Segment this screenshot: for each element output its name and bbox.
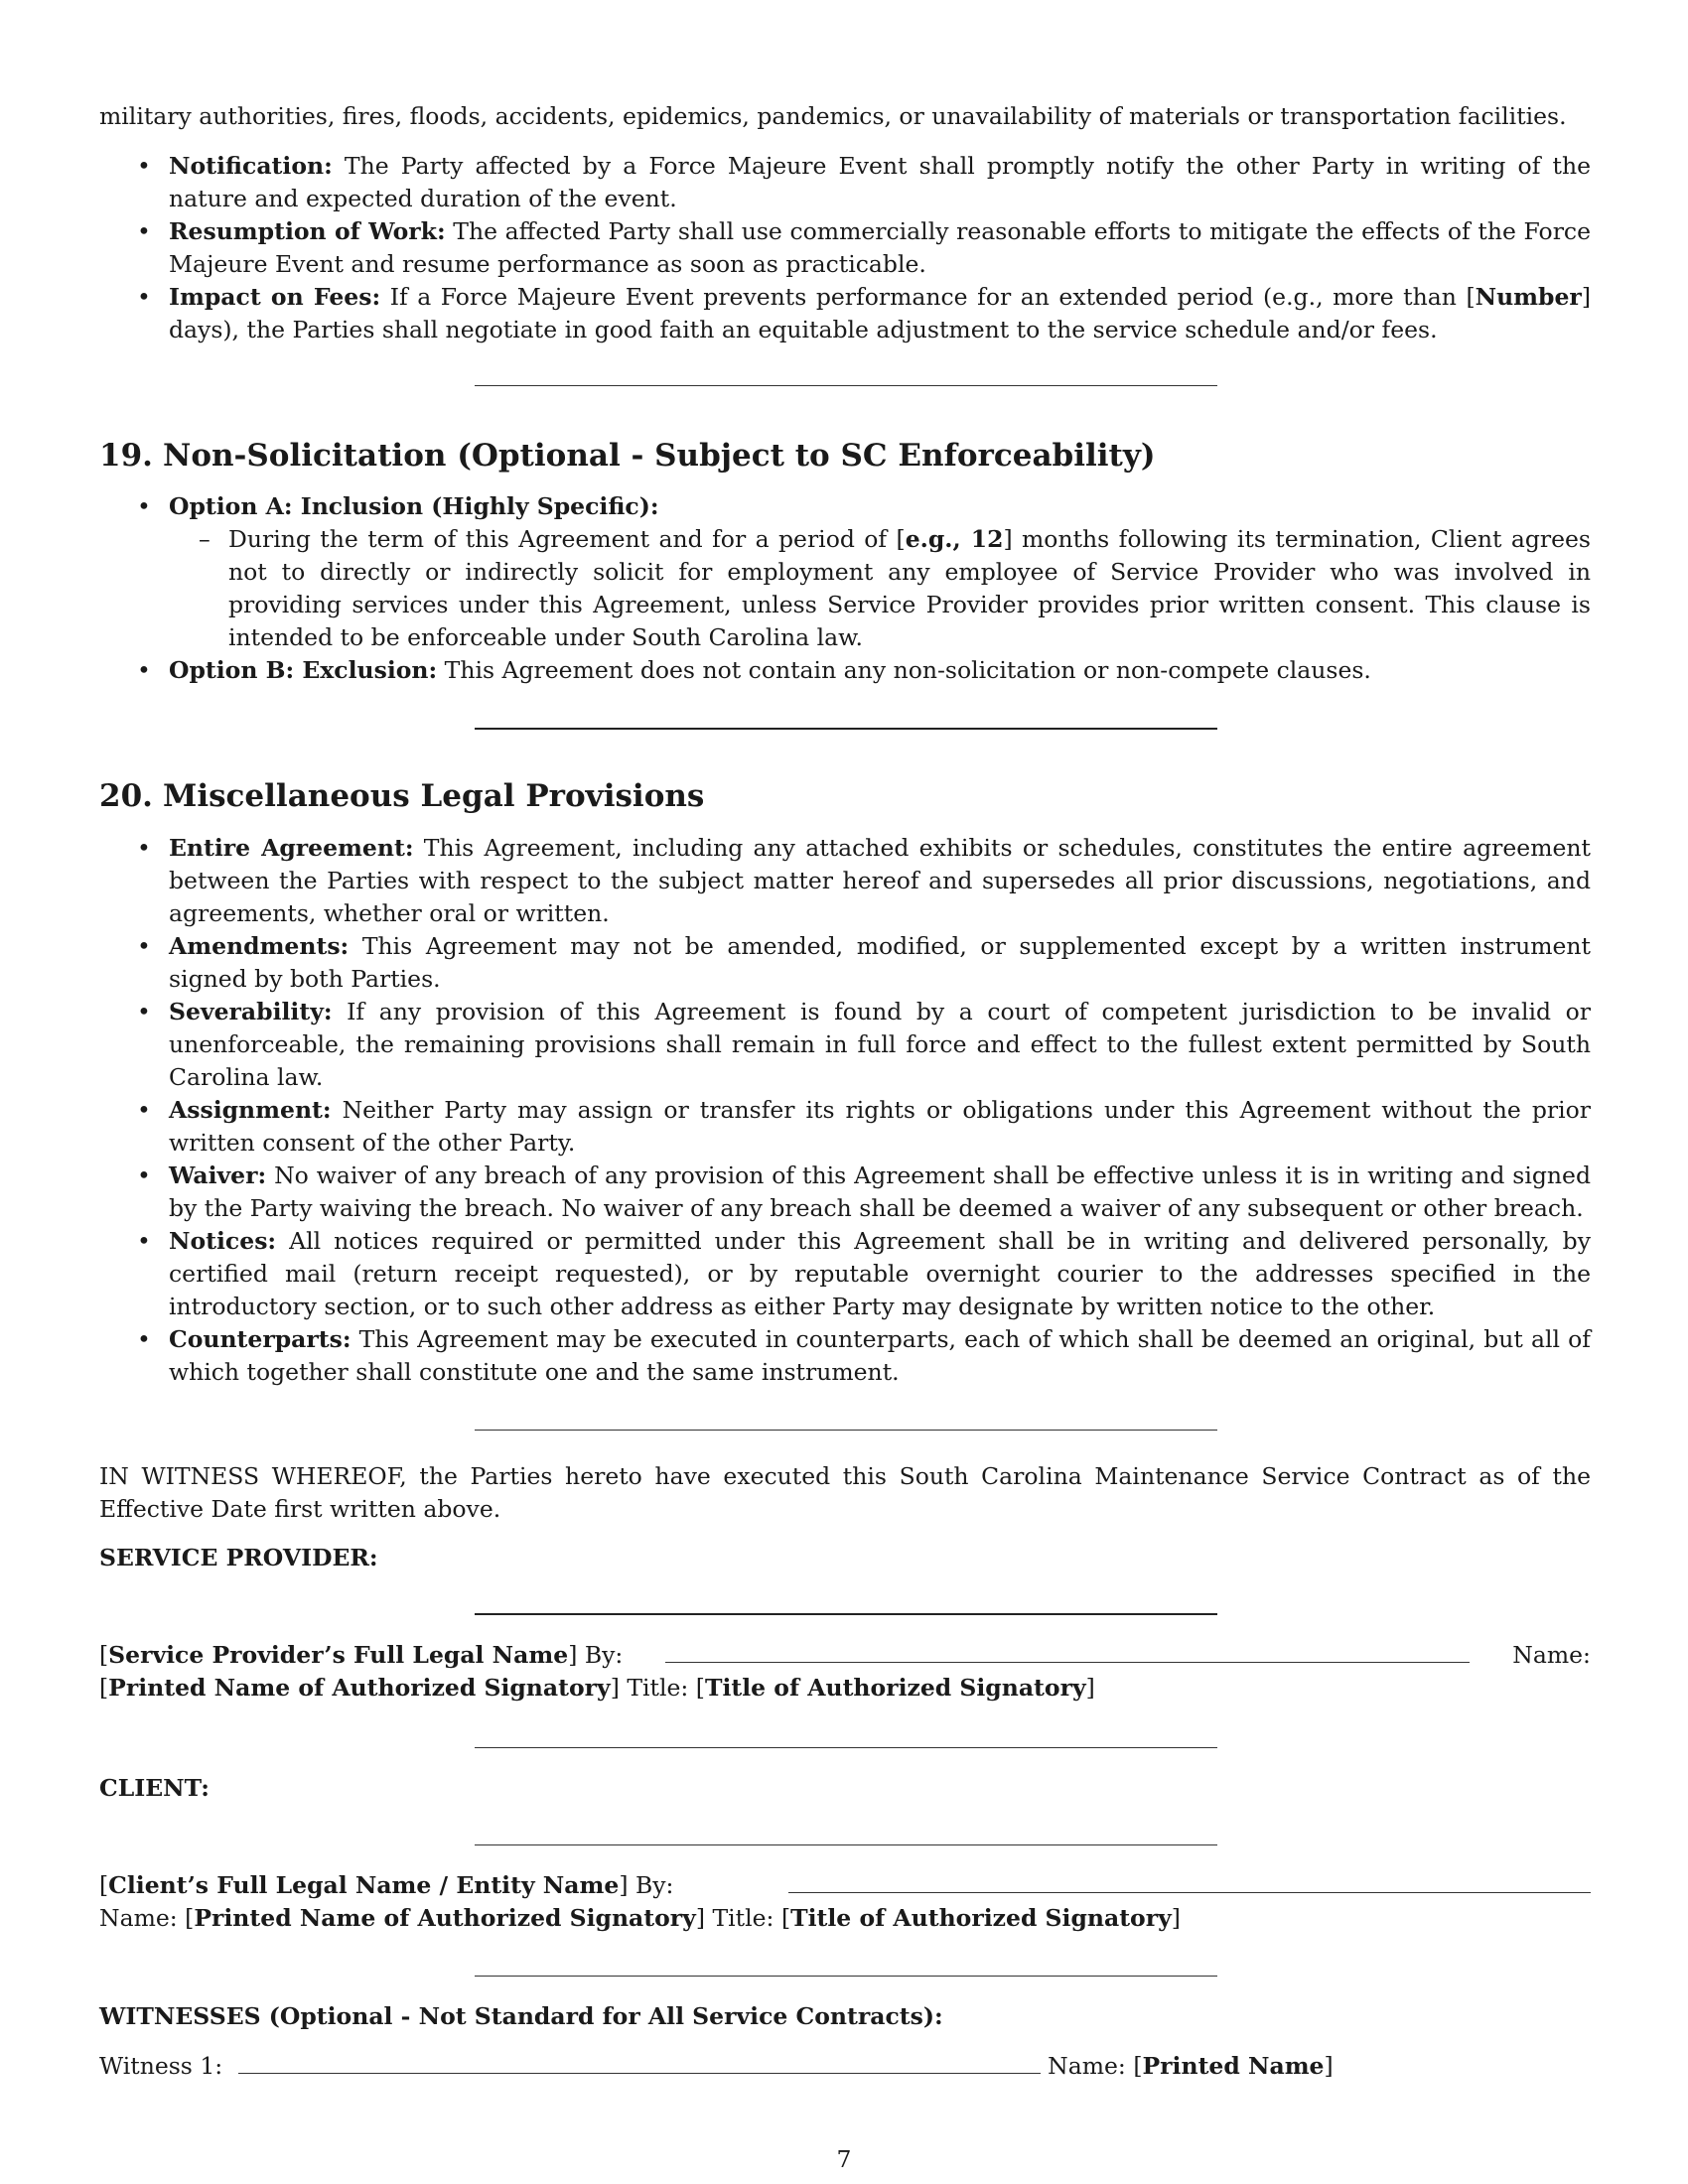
provider-heading: SERVICE PROVIDER: [99,1544,378,1571]
provider-name-placeholder: Service Provider’s Full Legal Name [108,1641,569,1669]
list-item [99,150,1591,215]
witness-1-line: Witness 1: Name: [Printed Name] [99,2049,1591,2083]
item-text: This Agreement, including any attached exhibits or schedules, constitutes the entire agreement between the Parties with respect to the subject matter hereof and supersedes all prior discussions, negotiations, and agreements, whether oral or written. [169,834,1591,927]
client-heading: CLIENT: [99,1774,210,1802]
sub-list-item [99,523,1591,654]
signature-divider [475,1747,1217,1748]
item-label: Amendments: [169,932,350,960]
section-divider [475,385,1217,386]
item-label: Notification: [169,152,333,180]
placeholder: Number [1475,283,1582,311]
item-label: Impact on Fees: [169,283,381,311]
item-text: All notices required or permitted under this Agreement shall be in writing and delivered personally, by certified mail (return receipt requested), or by reputable overnight courier to the addresses specified in the introductory section, or to such other address as either Party may designate by written notice to the other. [169,1227,1591,1320]
section-19-list [99,490,1591,687]
provider-printed-line: [Printed Name of Authorized Signatory] Title: [Title of Authorized Signatory] [99,1674,1095,1702]
item-label: Resumption of Work: [169,217,446,245]
provider-sign-line: [Service Provider’s Full Legal Name] By: Name: [99,1638,1591,1672]
item-text: ] days), the Parties shall negotiate in good faith an equitable adjustment to the service schedule and/or fees. [169,283,1591,343]
witnesses-heading: WITNESSES (Optional - Not Standard for All Service Contracts): [99,2002,943,2030]
signature-divider [475,1613,1217,1615]
printed-name-placeholder: Printed Name of Authorized Signatory [194,1904,696,1932]
by-label: By: [634,1871,674,1899]
section-number: 20. [99,778,153,814]
item-label: Severability: [169,998,333,1025]
section-20 [99,776,1591,816]
item-text: The affected Party shall use commercially reasonable efforts to mitigate the effects of the Force Majeure Event and resume performance as soon as practicable. [169,217,1591,278]
item-text: During the term of this Agreement and for a period of [ [228,525,906,553]
list-item [99,1094,1591,1160]
intro-text: military authorities, fires, floods, accidents, epidemics, pandemics, or unavailability of materials or transportation facilities. [99,102,1567,130]
item-text: Neither Party may assign or transfer its rights or obligations under this Agreement without the prior written consent of the other Party. [169,1096,1591,1157]
client-name-placeholder: Client’s Full Legal Name / Entity Name [108,1871,620,1899]
item-text: If a Force Majeure Event prevents performance for an extended period (e.g., more than [ [389,283,1476,311]
list-item [99,1225,1591,1323]
section-divider [475,1430,1217,1431]
item-label: Assignment: [169,1096,332,1124]
section-divider [475,728,1217,730]
item-text: This Agreement may be executed in counterparts, each of which shall be deemed an original, but all of which together shall constitute one and the same instrument. [169,1325,1591,1386]
provider-signature-block [99,1638,1591,1705]
item-label: Option A: Inclusion (Highly Specific): [169,492,659,520]
item-text: The Party affected by a Force Majeure Event shall promptly notify the other Party in writing of the nature and expected duration of the event. [169,152,1591,212]
item-label: Entire Agreement: [169,834,414,862]
list-item [99,490,1591,654]
list-item [99,832,1591,930]
title-placeholder: Title of Authorized Signatory [704,1674,1086,1702]
witnesses-heading-block [99,2000,1591,2033]
client-signature-line[interactable] [788,1868,1591,1893]
list-item [99,1323,1591,1389]
witness-1-signature-line[interactable] [238,2049,1041,2074]
placeholder: e.g., 12 [905,525,1004,553]
witness-clause-text: IN WITNESS WHEREOF, the Parties hereto have executed this South Carolina Maintenance Service Contract as of the Effective Date first written above. [99,1462,1591,1523]
item-text: If any provision of this Agreement is found by a court of competent jurisdiction to be invalid or unenforceable, the remaining provisions shall remain in full force and effect to the fullest extent permitted by South Carolina law. [169,998,1591,1091]
item-text: ] months following its termination, Client agrees not to directly or indirectly solicit for employment any employee of Service Provider who was involved in providing services under this Agreement, unless Service Provider provides prior written consent. This clause is intended to be enforceable under South Carolina law. [228,525,1591,651]
item-label: Notices: [169,1227,277,1255]
printed-name-placeholder: Printed Name of Authorized Signatory [108,1674,611,1702]
intro-paragraph [99,100,1591,133]
client-signature-block [99,1868,1591,1935]
list-item [99,996,1591,1094]
force-majeure-list [99,150,1591,346]
section-heading [99,776,1591,816]
list-item [99,215,1591,281]
section-title: Non-Solicitation (Optional - Subject to SC Enforceability) [163,438,1156,474]
printed-name-placeholder: Printed Name [1142,2052,1325,2080]
item-text: This Agreement does not contain any non-solicitation or non-compete clauses. [444,656,1371,684]
item-label: Waiver: [169,1161,267,1189]
witness-clause [99,1460,1591,1526]
signature-divider [475,1844,1217,1845]
list-item [99,930,1591,996]
section-heading [99,436,1591,476]
section-19 [99,436,1591,476]
name-label: Name: [1512,1641,1591,1669]
list-item [99,1160,1591,1225]
item-text: This Agreement may not be amended, modified, or supplemented except by a written instrument signed by both Parties. [169,932,1591,993]
client-printed-line: Name: [Printed Name of Authorized Signatory] Title: [Title of Authorized Signatory] [99,1904,1181,1932]
client-sign-line: [Client’s Full Legal Name / Entity Name] By: [99,1868,1591,1902]
signature-divider [475,1976,1217,1977]
section-20-list [99,832,1591,1389]
witness-1-label: Witness 1: [99,2052,223,2080]
list-item [99,654,1591,687]
name-label: Name: [1048,2052,1126,2080]
list-item [99,281,1591,346]
title-placeholder: Title of Authorized Signatory [790,1904,1172,1932]
item-text: No waiver of any breach of any provision of this Agreement shall be effective unless it is in writing and signed by the Party waiving the breach. No waiver of any breach shall be deemed a waiver of any subsequent or other breach. [169,1161,1591,1222]
section-number: 19. [99,438,153,474]
title-label: Title: [627,1674,689,1702]
item-label: Option B: Exclusion: [169,656,438,684]
name-label: Name: [99,1904,178,1932]
section-title: Miscellaneous Legal Provisions [163,778,705,814]
title-label: Title: [712,1904,774,1932]
by-label: By: [584,1641,624,1669]
page-number: 7 [836,2145,852,2173]
client-heading-block [99,1772,1591,1805]
provider-heading-block [99,1542,1591,1574]
item-label: Counterparts: [169,1325,352,1353]
provider-signature-line[interactable] [665,1638,1470,1663]
